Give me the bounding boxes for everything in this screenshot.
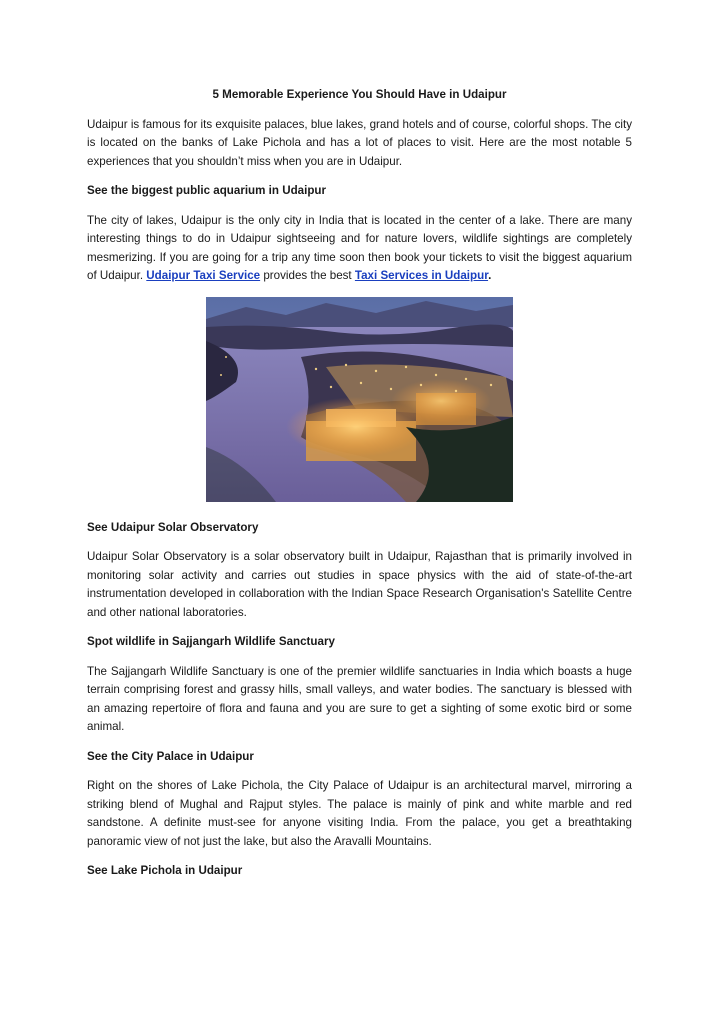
taxi-services-in-udaipur-link[interactable]: Taxi Services in Udaipur xyxy=(354,269,489,282)
section-heading-aquarium: See the biggest public aquarium in Udaipur xyxy=(87,184,326,197)
aquarium-text: The city of lakes, Udaipur is the only city in India that is located in the center of a lake. There are many interesting things to do in Udaipur sightseeing and for nature lovers, wildlife sightings are completely mesmerizing. If you are going for a trip any time soon then book your tickets to visit the biggest aquarium of Udaipur. xyxy=(87,213,632,282)
section-heading-solar-observatory: See Udaipur Solar Observatory xyxy=(87,520,259,534)
sajjangarh-paragraph: The Sajjangarh Wildlife Sanctuary is one of the premier wildlife sanctuaries in India which boasts a huge terrain comprising forest and grassy hills, small valleys, and water bodies. The sanctuary is blessed with an amazing repertoire of flora and fauna and you are sure to get a sighting of some exotic bird or some animal. xyxy=(87,664,632,733)
udaipur-night-photo xyxy=(206,297,513,502)
section-heading-sajjangarh: Spot wildlife in Sajjangarh Wildlife Sanctuary xyxy=(87,635,335,648)
city-palace-paragraph: Right on the shores of Lake Pichola, the City Palace of Udaipur is an architectural marvel, mirroring a striking blend of Mughal and Rajput styles. The palace is mainly of pink and white marble and red sandstone. A definite must-see for anyone visiting India. From the palace, you get a breathtaking panoramic view of not just the lake, but also the Aravalli Mountains. xyxy=(87,779,632,848)
document-title: 5 Memorable Experience You Should Have in Udaipur xyxy=(212,88,507,101)
aquarium-text-end: . xyxy=(488,269,492,282)
udaipur-taxi-service-link[interactable]: Udaipur Taxi Service xyxy=(146,269,261,282)
aquarium-text-between: provides the best xyxy=(260,269,355,282)
section-heading-lake-pichola: See Lake Pichola in Udaipur xyxy=(87,864,243,877)
section-heading-city-palace: See the City Palace in Udaipur xyxy=(87,749,254,763)
aquarium-paragraph xyxy=(87,212,632,286)
intro-paragraph: Udaipur is famous for its exquisite palaces, blue lakes, grand hotels and of course, colorful shops. The city is located on the banks of Lake Pichola and has a lot of places to visit. Here are the most notable 5 experiences that you shouldn’t miss when you are in Udaipur. xyxy=(87,117,632,168)
document-body xyxy=(87,86,632,892)
solar-observatory-paragraph: Udaipur Solar Observatory is a solar observatory built in Udaipur, Rajasthan that is primarily involved in monitoring solar activity and carries out studies in space physics with the aid of state-of-the-art instrumentation developed in collaboration with the Indian Space Research Organisation's Satellite Centre and other national laboratories. xyxy=(87,550,632,619)
